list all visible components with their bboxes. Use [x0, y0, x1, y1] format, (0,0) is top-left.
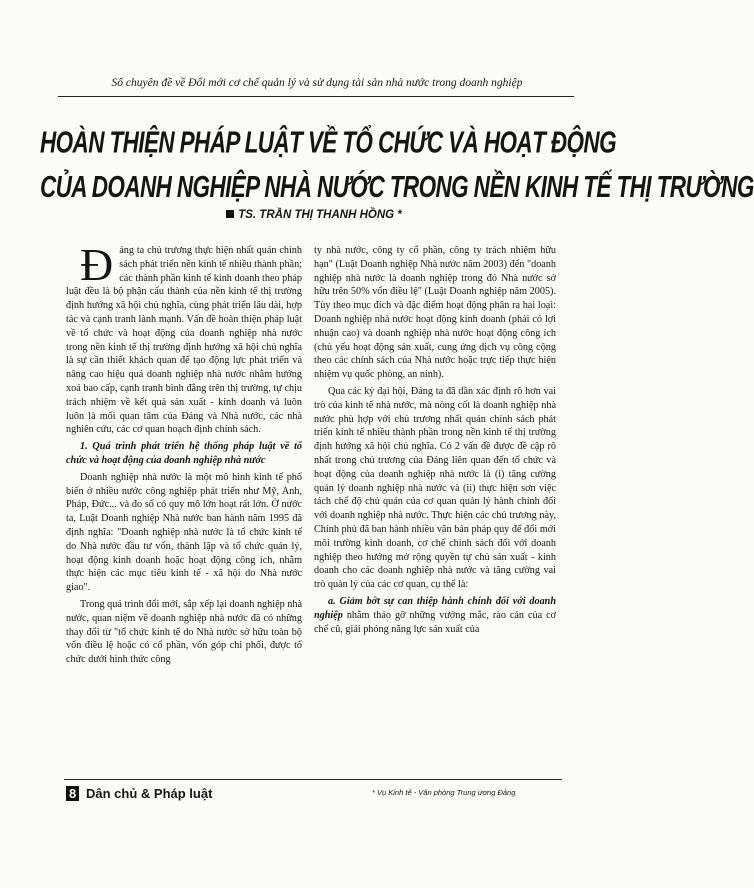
article-title — [40, 120, 754, 209]
body-paragraph: Trong quá trình đổi mới, sắp xếp lại doanh nghiệp nhà nước, quan niệm về doanh nghiệp nhà nước đã có những thay đổi từ "tổ chức kinh tế do Nhà nước sở hữu toàn bộ vốn điều lệ hoặc có cổ phần, vốn góp chi phối, được tổ chức dưới hình thức công — [66, 598, 302, 666]
emphasis-lead: a. Giảm bớt sự can thiệp hành chính đối với doanh nghiệp — [314, 595, 556, 621]
footnote: * Vụ Kinh tế - Văn phòng Trung ương Đảng — [372, 788, 516, 797]
title-line-1: HOÀN THIỆN PHÁP LUẬT VỀ TỔ CHỨC VÀ HOẠT ĐỘNG — [40, 125, 616, 160]
square-bullet-icon — [226, 210, 234, 218]
magazine-name: Dân chủ & Pháp luật — [86, 786, 213, 801]
body-paragraph: ty nhà nước, công ty cổ phần, công ty trách nhiệm hữu hạn" (Luật Doanh nghiệp Nhà nước năm 2003) đến "doanh nghiệp nhà nước là doanh nghiệp trong đó Nhà nước sở hữu trên 50% vốn điều lệ" (Luật Doanh nghiệp năm 2005). Tùy theo mục đích và đặc điểm hoạt động phân ra hai loại: Doanh nghiệp nhà nước hoạt động kinh doanh (phải có lợi nhuận cao) và doanh nghiệp nhà nước hoạt động công ích (chủ yếu hoạt động sản xuất, cung ứng dịch vụ công cộng theo các chính sách của Nhà nước hoặc trực tiếp thực hiện nhiệm vụ quốc phòng, an ninh). — [314, 245, 556, 381]
series-header: Số chuyên đề về Đổi mới cơ chế quản lý và sử dụng tài sản nhà nước trong doanh nghiệp — [111, 77, 523, 89]
header-rule — [58, 96, 574, 97]
footer-rule — [64, 779, 562, 780]
title-line-2: CỦA DOANH NGHIỆP NHÀ NƯỚC TRONG NỀN KINH TẾ THỊ TRƯỜNG — [40, 169, 754, 204]
section-heading: 1. Quá trình phát triển hệ thống pháp luật về tổ chức và hoạt động của doanh nghiệp nhà nước — [66, 441, 302, 466]
right-column — [314, 244, 556, 636]
page-number: 8 — [66, 786, 79, 801]
left-column — [66, 239, 302, 667]
author-line — [0, 209, 628, 221]
body-paragraph — [314, 595, 556, 636]
drop-cap: Đ — [80, 239, 114, 290]
author-name: TS. TRẦN THỊ THANH HỒNG * — [238, 209, 402, 221]
intro-text: ảng ta chủ trương thực hiện nhất quán chính sách phát triển nền kinh tế nhiều thành phần; các thành phần kinh tế kinh doanh theo pháp luật đều là bộ phận cấu thành của nền kinh tế thị trường định hướng xã hội chủ nghĩa, cùng phát triển lâu dài, hợp tác và cạnh tranh lành mạnh. Vấn đề hoàn thiện pháp luật về tổ chức và hoạt động của doanh nghiệp nhà nước trong nền kinh tế thị trường định hướng xã hội chủ nghĩa là sự cần thiết khách quan để tạo động lực phát triển và nâng cao hiệu quả doanh nghiệp nhà nước nhằm hướng xoá bao cấp, cạnh tranh bình đẳng trên thị trường, tự chịu trách nhiệm về kết quả sản xuất - kinh doanh và luôn luôn là mối quan tâm của Đảng và Nhà nước, các nhà nghiên cứu, các cơ quan hoạch định chính sách. — [66, 245, 302, 436]
body-paragraph: Doanh nghiệp nhà nước là một mô hình kinh tế phổ biến ở nhiều nước công nghiệp phát triển như Mỹ, Anh, Pháp, Đức... và đo số có quy mô lớn hoạt rất lớn. Ở nước ta, Luật Doanh nghiệp Nhà nước ban hành năm 1995 đã định nghĩa: "Doanh nghiệp nhà nước là tổ chức kinh tế do Nhà nước đầu tư vốn, thành lập và tổ chức quản lý, hoạt động kinh doanh hoặc hoạt động công ích, nhằm thực hiện các mục tiêu kinh tế - xã hội do Nhà nước giao". — [66, 471, 302, 594]
paragraph-text: nhằm tháo gỡ những vướng mắc, rào cản của cơ chế cũ, giải phóng năng lực sản xuất của — [314, 609, 556, 635]
intro-paragraph — [66, 239, 302, 437]
body-paragraph: Qua các kỳ đại hội, Đảng ta đã dần xác định rõ hơn vai trò của kinh tế nhà nước, mà nòng cốt là doanh nghiệp nhà nước phù hợp với chủ trương nhất quán chính sách phát triển kinh tế nhiều thành phần trong nền kinh tế thị trường định hướng xã hội chủ nghĩa. Có 2 vấn đề được đề cập rõ nhất trong chủ trương của Đảng liên quan đến tổ chức và hoạt động của doanh nghiệp nhà nước là (i) tăng cường quản lý doanh nghiệp nhà nước và (ii) thực hiện sơn việc tách chế độ chủ quản của cơ quan quản lý hành chính đối với doanh nghiệp nhà nước. Thực hiện các chủ trương này, Chính phủ đã ban hành nhiều văn bản pháp quy để đổi mới môi trường kinh doanh, cơ chế chính sách đối với doanh nghiệp theo hướng mở rộng quyền tự chủ sản xuất - kinh doanh cho các doanh nghiệp nhà nước và tăng cường vai trò quản lý của các cơ quan, cụ thể là: — [314, 385, 556, 591]
